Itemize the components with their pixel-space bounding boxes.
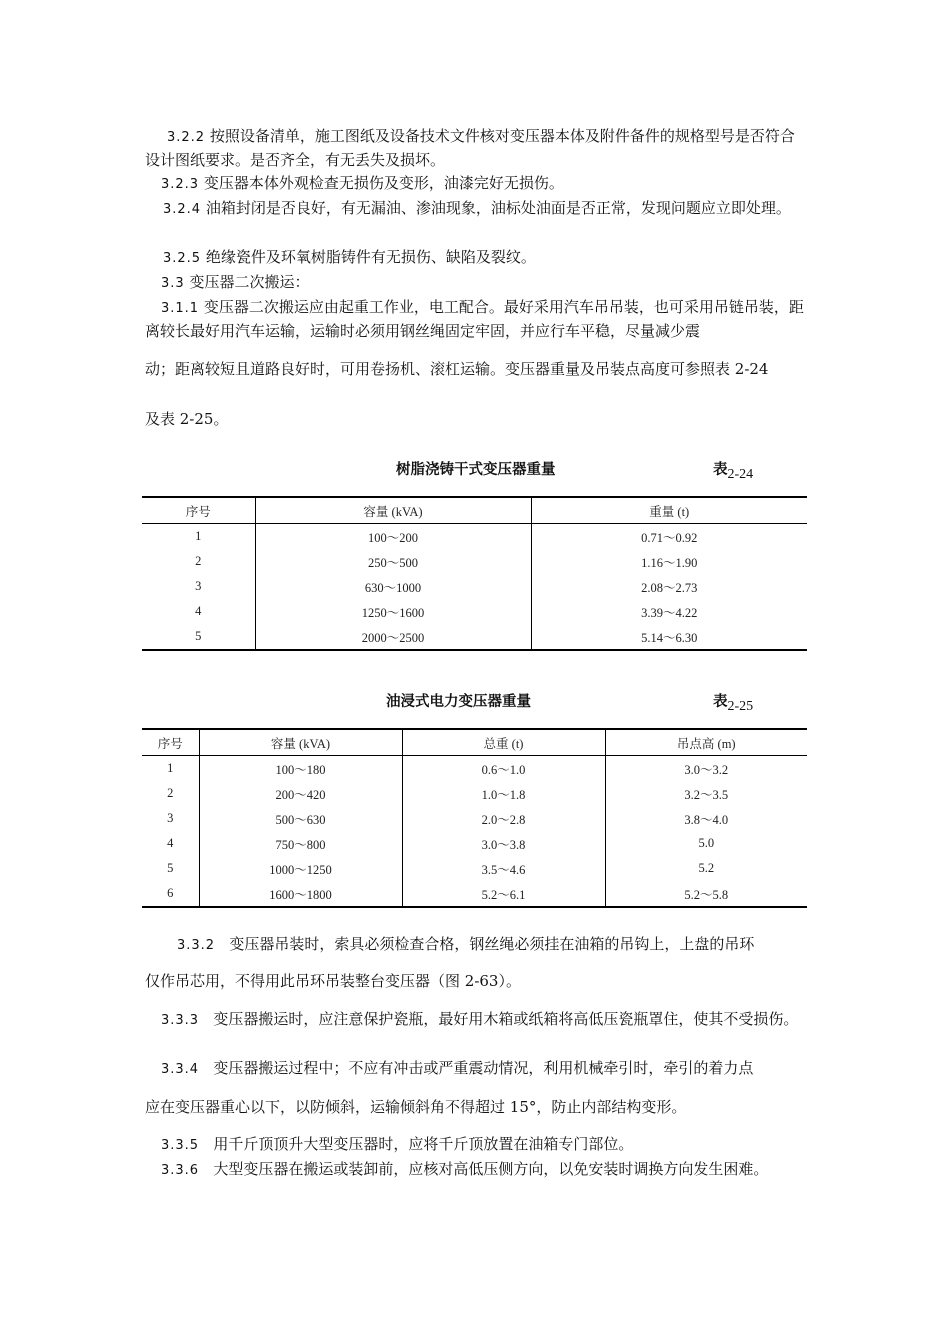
cell: 3.5～4.6: [402, 856, 605, 881]
clause-number: 3.3.4: [161, 1062, 200, 1077]
cell: 0.71～0.92: [531, 524, 807, 550]
cell: 1600～1800: [199, 881, 402, 907]
table-label-prefix: 表: [713, 462, 728, 478]
header-cell: 序号: [157, 736, 183, 751]
cell: 1.0～1.8: [402, 781, 605, 806]
paragraph-3-3-2: [145, 933, 807, 957]
table-row: [142, 599, 807, 624]
clause-number: 3.2.5: [163, 251, 202, 266]
table-header-row: [142, 729, 807, 756]
paragraph-3-2-2: [145, 125, 807, 171]
table-label: [713, 458, 754, 482]
header-cell: 总重 (t): [402, 729, 605, 756]
cell: 3.2～3.5: [605, 781, 807, 806]
paragraph-text: 变压器搬运时，应注意保护瓷瓶，最好用木箱或纸箱将高低压瓷瓶罩住，使其不受损伤。: [213, 1010, 799, 1028]
cell: 3.8～4.0: [605, 806, 807, 831]
paragraph-3-3-3: [145, 1008, 807, 1032]
clause-number: 3.3.2: [177, 938, 216, 953]
paragraph-text: 变压器搬运过程中；不应有冲击或严重震动情况，利用机械牵引时，牵引的着力点: [213, 1059, 754, 1077]
paragraph-3-3-4: [145, 1057, 807, 1081]
paragraph-3-3-2-cont: [145, 970, 807, 992]
cell: 500～630: [199, 806, 402, 831]
cell: 5.2～6.1: [402, 881, 605, 907]
cell: 1: [167, 761, 174, 775]
paragraph-3-3-5: [145, 1133, 807, 1157]
cell: 630～1000: [255, 574, 531, 599]
clause-number: 3.3: [161, 276, 185, 291]
cell: 3: [167, 811, 174, 825]
table-header-row: [142, 497, 807, 524]
cell: 1.16～1.90: [531, 549, 807, 574]
paragraph-text: 动；距离较短且道路良好时，可用卷扬机、滚杠运输。变压器重量及吊装点高度可参照表 2-24: [145, 360, 769, 378]
paragraph-text: 应在变压器重心以下，以防倾斜，运输倾斜角不得超过 15°，防止内部结构变形。: [145, 1098, 687, 1116]
paragraph-text: 大型变压器在搬运或装卸前，应核对高低压侧方向，以免安装时调换方向发生困难。: [213, 1160, 769, 1178]
table-label: [713, 690, 754, 714]
table-row: [142, 574, 807, 599]
cell: 3.39～4.22: [531, 599, 807, 624]
cell: 1: [195, 529, 202, 543]
paragraph-3-3-4-cont: [145, 1096, 807, 1118]
cell: 0.6～1.0: [402, 756, 605, 782]
table-row: [142, 806, 807, 831]
table-row: [142, 756, 807, 782]
clause-number: 3.3.6: [161, 1163, 200, 1178]
transformer-weight-table-oil: [142, 728, 807, 908]
table-row: [142, 781, 807, 806]
cell: 2000～2500: [255, 624, 531, 650]
clause-number: 3.2.4: [163, 202, 202, 217]
table-label-number: 2-24: [727, 467, 754, 482]
cell: 3.0～3.8: [402, 831, 605, 856]
paragraph-text: 仅作吊芯用，不得用此吊环吊装整台变压器（图 2-63）。: [145, 972, 521, 990]
cell: 5.14～6.30: [531, 624, 807, 650]
table-row: [142, 881, 807, 907]
paragraph-3-1-1: [145, 296, 807, 342]
table-title: 树脂浇铸干式变压器重量: [396, 462, 556, 478]
cell: 200～420: [199, 781, 402, 806]
paragraph-3-2-5: [145, 246, 807, 270]
clause-number: 3.2.3: [161, 177, 200, 192]
paragraph-3-2-4: [145, 197, 807, 221]
paragraph-text: 绝缘瓷件及环氧树脂铸件有无损伤、缺陷及裂纹。: [205, 248, 536, 266]
cell: 250～500: [255, 549, 531, 574]
cell: 3: [195, 579, 202, 593]
header-cell: 重量 (t): [531, 497, 807, 524]
paragraph-3-3-6: [145, 1158, 807, 1182]
clause-number: 3.3.3: [161, 1013, 200, 1028]
cell: 5: [195, 629, 202, 643]
paragraph-3-2-3: [145, 172, 807, 196]
paragraph-text: 变压器二次搬运应由起重工作业，电工配合。最好采用汽车吊吊装，也可采用吊链吊装，距离较长最好用汽车运输，运输时必须用钢丝绳固定牢固，并应行车平稳，尽量减少震: [145, 298, 804, 340]
cell: 4: [167, 836, 174, 850]
paragraph-text: 按照设备清单，施工图纸及设备技术文件核对变压器本体及附件备件的规格型号是否符合设计图纸要求。是否齐全，有无丢失及损坏。: [145, 127, 795, 169]
cell: 2: [195, 554, 202, 568]
header-cell: 序号: [185, 504, 211, 519]
table-row: [142, 624, 807, 650]
cell: 2: [167, 786, 174, 800]
cell: 2.08～2.73: [531, 574, 807, 599]
paragraph-3-1-1-end: [145, 408, 807, 430]
transformer-weight-table-dry: [142, 496, 807, 651]
cell: 4: [195, 604, 202, 618]
cell: 750～800: [199, 831, 402, 856]
paragraph-text: 用千斤顶顶升大型变压器时，应将千斤顶放置在油箱专门部位。: [213, 1135, 634, 1153]
table-row: [142, 856, 807, 881]
cell: 5.2～5.8: [605, 881, 807, 907]
clause-number: 3.1.1: [161, 301, 200, 316]
header-cell: 容量 (kVA): [199, 729, 402, 756]
paragraph-3-3: [145, 271, 807, 295]
paragraph-text: 变压器吊装时，索具必须检查合格，钢丝绳必须挂在油箱的吊钩上，上盘的吊环: [229, 935, 755, 953]
table-row: [142, 549, 807, 574]
table-row: [142, 831, 807, 856]
paragraph-text: 变压器二次搬运：: [189, 273, 310, 291]
paragraph-text: 及表 2-25。: [145, 410, 229, 428]
clause-number: 3.3.5: [161, 1138, 200, 1153]
cell: 100～180: [199, 756, 402, 782]
table-row: [142, 524, 807, 550]
cell: 1250～1600: [255, 599, 531, 624]
table-title: 油浸式电力变压器重量: [386, 694, 531, 710]
paragraph-3-1-1-cont: [145, 358, 807, 380]
paragraph-text: 油箱封闭是否良好，有无漏油、渗油现象，油标处油面是否正常，发现问题应立即处理。: [205, 199, 791, 217]
header-cell: 吊点高 (m): [605, 729, 807, 756]
table-label-number: 2-25: [727, 699, 754, 714]
cell: 2.0～2.8: [402, 806, 605, 831]
cell: 5.0: [605, 831, 807, 856]
clause-number: 3.2.2: [167, 130, 206, 145]
cell: 5: [167, 861, 174, 875]
cell: 100～200: [255, 524, 531, 550]
cell: 1000～1250: [199, 856, 402, 881]
cell: 3.0～3.2: [605, 756, 807, 782]
cell: 6: [167, 886, 174, 900]
header-cell: 容量 (kVA): [255, 497, 531, 524]
cell: 5.2: [605, 856, 807, 881]
table-label-prefix: 表: [713, 694, 728, 710]
paragraph-text: 变压器本体外观检查无损伤及变形，油漆完好无损伤。: [203, 174, 564, 192]
